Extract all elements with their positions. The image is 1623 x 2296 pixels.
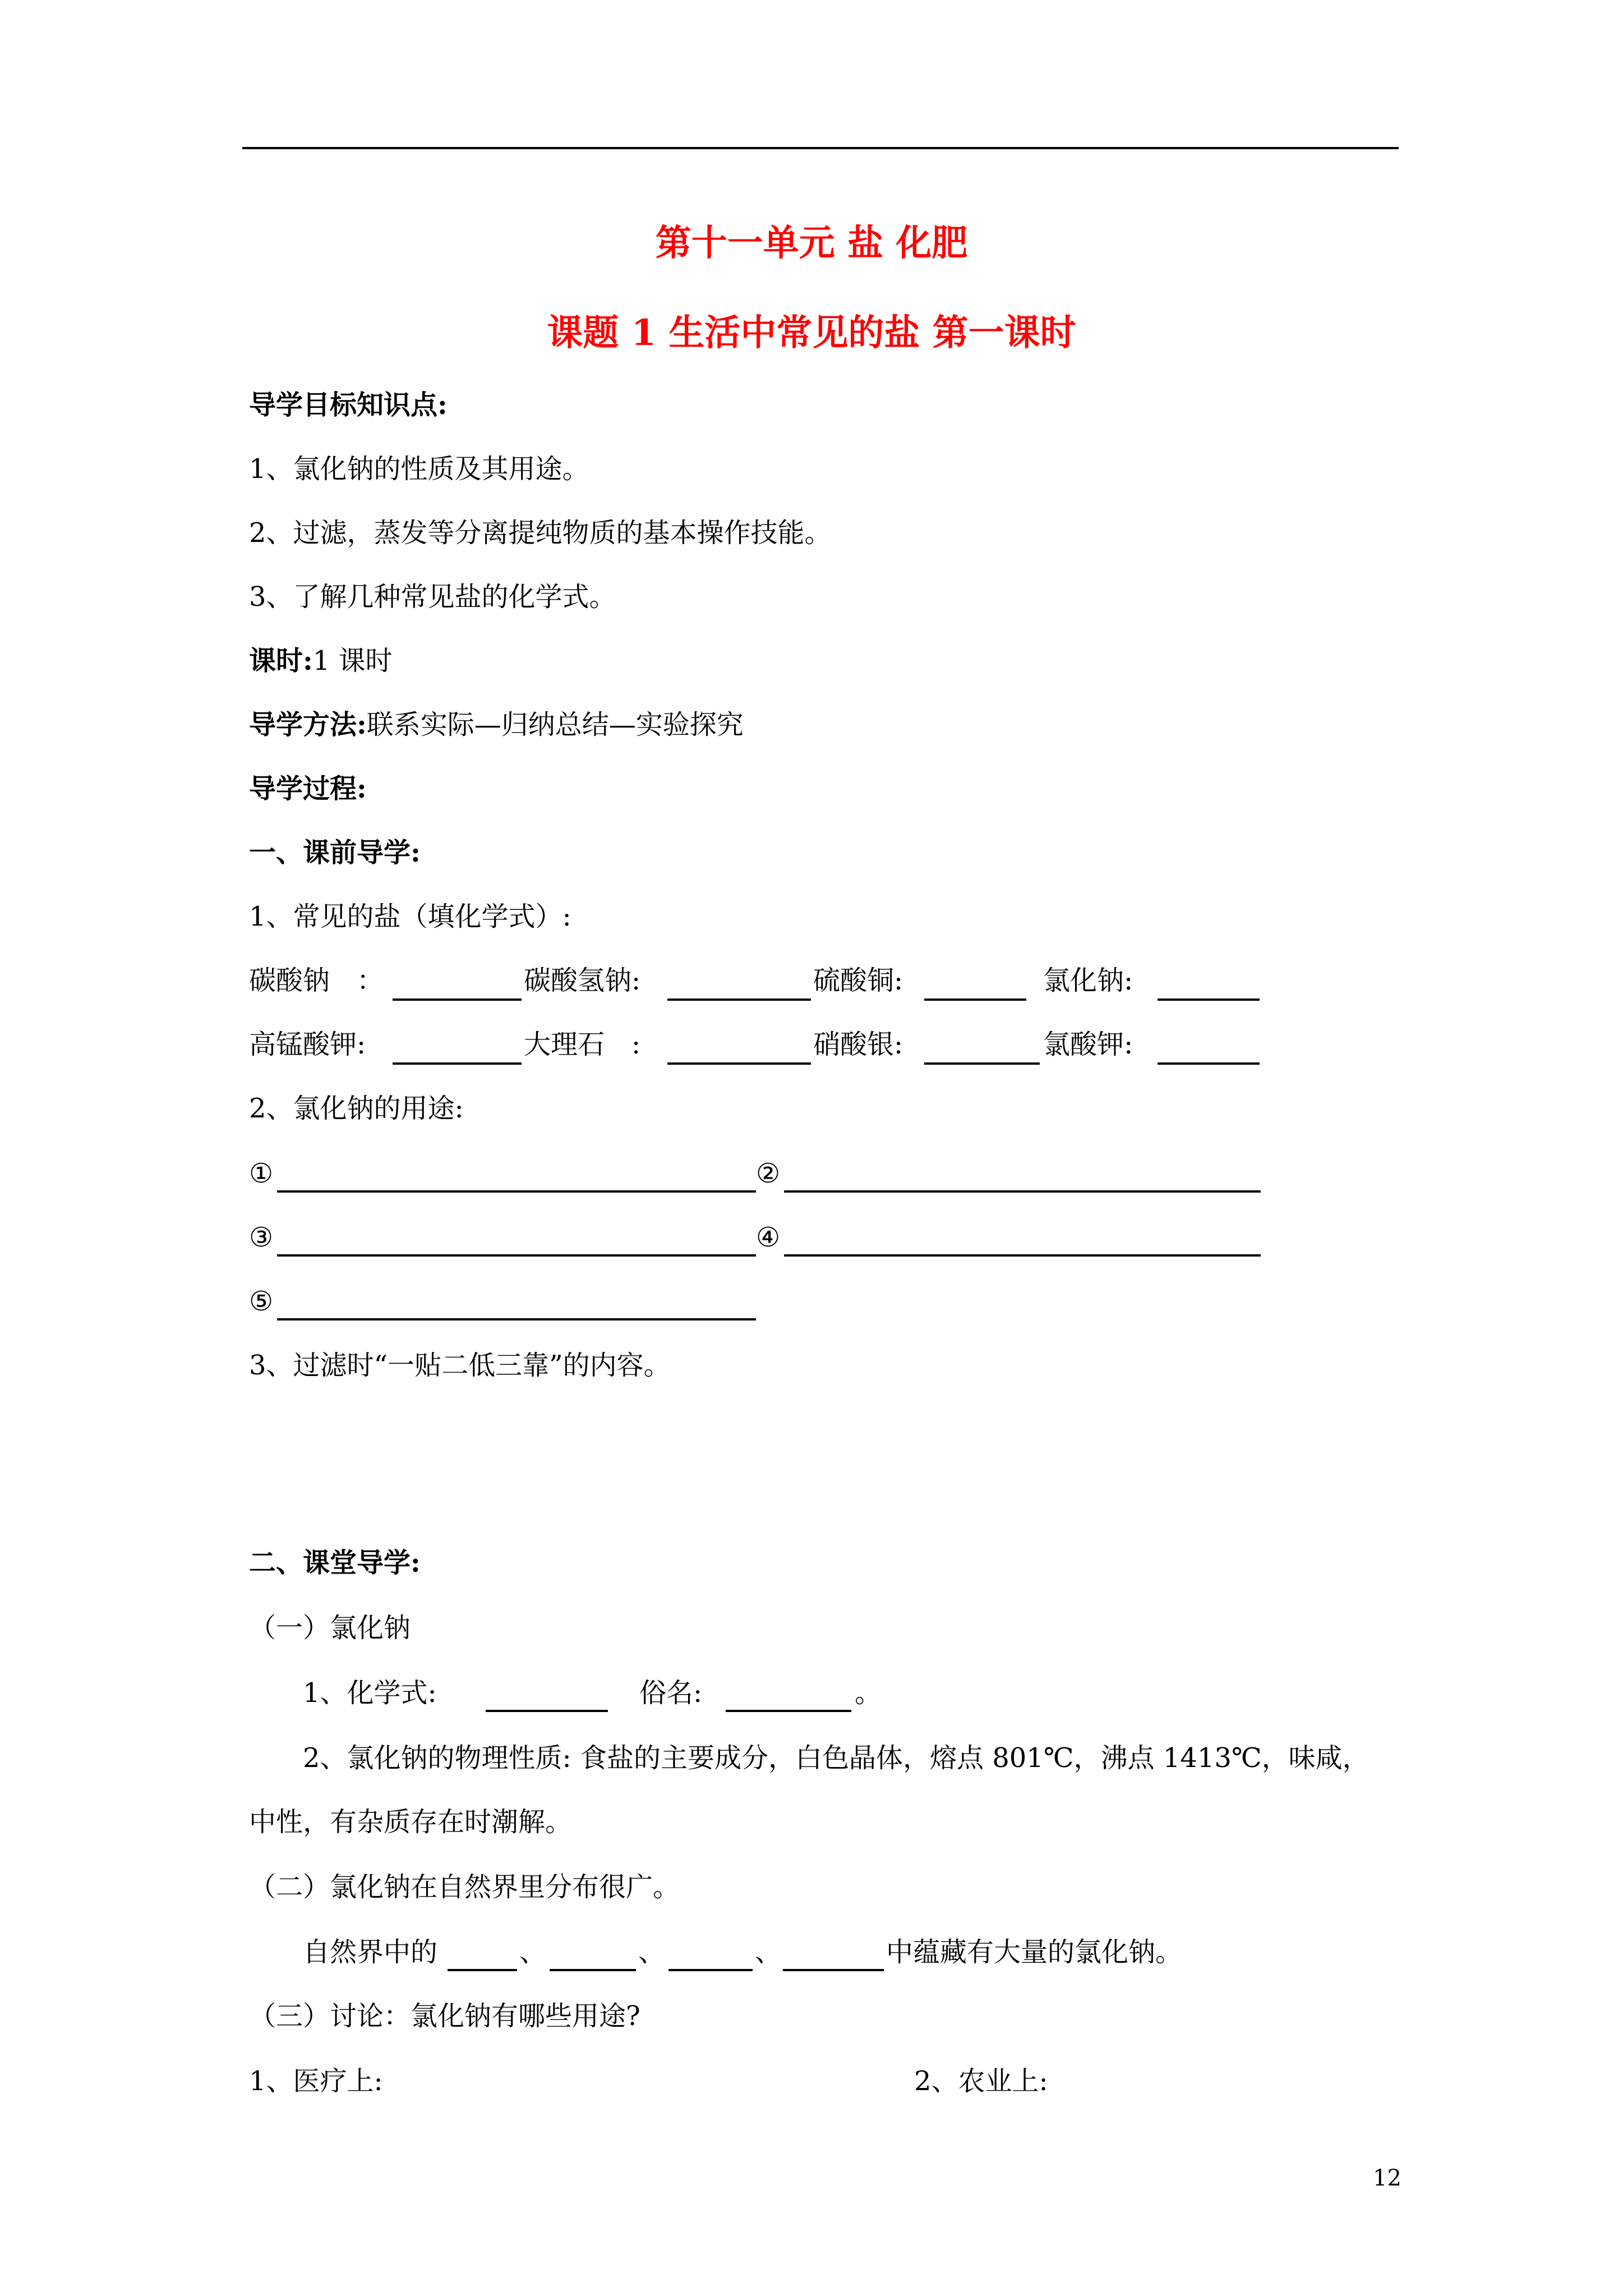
nature-blank[interactable] bbox=[550, 1969, 636, 1971]
process-heading: 导学过程: bbox=[249, 773, 367, 804]
objective-item: 3、了解几种常见盐的化学式。 bbox=[249, 581, 616, 613]
salt-label: 高锰酸钾: bbox=[249, 1029, 366, 1060]
formula-blank[interactable] bbox=[486, 1710, 608, 1712]
header-rule bbox=[242, 147, 1399, 149]
nature-sep: 、 bbox=[755, 1936, 782, 1968]
medical-use: 1、医疗上: bbox=[249, 2065, 383, 2097]
formula-label: 1、化学式: bbox=[303, 1677, 437, 1709]
salt-label: 碳酸氢钠: bbox=[524, 965, 641, 996]
physical-properties-cont: 中性，有杂质存在时潮解。 bbox=[249, 1806, 573, 1838]
period-value: 1 课时 bbox=[312, 645, 393, 677]
answer-blank[interactable] bbox=[924, 999, 1026, 1001]
answer-line[interactable] bbox=[277, 1318, 756, 1320]
period-label: 课时: bbox=[249, 645, 313, 677]
lesson-title: 课题 1 生活中常见的盐 第一课时 bbox=[547, 312, 1076, 354]
period-mark: 。 bbox=[855, 1677, 882, 1709]
period-row bbox=[249, 644, 393, 678]
answer-line[interactable] bbox=[784, 1254, 1261, 1257]
answer-blank[interactable] bbox=[667, 1062, 811, 1065]
section-nacl: （一）氯化钠 bbox=[249, 1612, 411, 1644]
salt-label: 硫酸铜: bbox=[813, 965, 903, 996]
salt-label: 大理石 : bbox=[524, 1029, 641, 1060]
salt-label: 硝酸银: bbox=[813, 1029, 903, 1060]
objective-item: 1、氯化钠的性质及其用途。 bbox=[249, 453, 589, 485]
section-discussion: （三）讨论：氯化钠有哪些用途? bbox=[249, 2000, 640, 2032]
use-marker: ④ bbox=[756, 1222, 781, 1253]
answer-line[interactable] bbox=[277, 1190, 756, 1193]
answer-line[interactable] bbox=[277, 1254, 756, 1257]
common-name-label: 俗名: bbox=[639, 1677, 703, 1709]
common-salts-question: 1、常见的盐（填化学式）: bbox=[249, 901, 571, 932]
method-label: 导学方法: bbox=[249, 709, 367, 740]
answer-blank[interactable] bbox=[667, 999, 811, 1001]
answer-line[interactable] bbox=[784, 1190, 1261, 1193]
answer-blank[interactable] bbox=[1158, 999, 1260, 1001]
salt-label: 氯化钠: bbox=[1043, 965, 1133, 996]
use-marker: ② bbox=[756, 1158, 781, 1189]
section-distribution: （二）氯化钠在自然界里分布很广。 bbox=[249, 1871, 680, 1903]
nature-sep: 、 bbox=[638, 1936, 666, 1968]
nature-blank[interactable] bbox=[448, 1969, 517, 1971]
agricultural-use: 2、农业上: bbox=[914, 2065, 1048, 2097]
physical-properties: 2、氯化钠的物理性质: 食盐的主要成分，白色晶体，熔点 801℃，沸点 1413℃，味咸， bbox=[303, 1742, 1370, 1774]
page-number: 12 bbox=[1373, 2165, 1401, 2191]
objective-item: 2、过滤，蒸发等分离提纯物质的基本操作技能。 bbox=[249, 517, 832, 549]
use-marker: ③ bbox=[249, 1222, 274, 1253]
use-marker: ① bbox=[249, 1158, 274, 1189]
nature-blank[interactable] bbox=[783, 1969, 884, 1971]
answer-blank[interactable] bbox=[393, 999, 522, 1001]
nature-suffix: 中蕴藏有大量的氯化钠。 bbox=[886, 1936, 1183, 1968]
common-name-blank[interactable] bbox=[726, 1710, 851, 1712]
use-marker: ⑤ bbox=[249, 1286, 274, 1317]
salt-label: 碳酸钠 ： bbox=[249, 965, 384, 996]
method-row bbox=[249, 708, 744, 742]
answer-blank[interactable] bbox=[393, 1062, 522, 1065]
nature-prefix: 自然界中的 bbox=[303, 1936, 438, 1968]
answer-blank[interactable] bbox=[1158, 1062, 1260, 1065]
objectives-heading: 导学目标知识点: bbox=[249, 389, 448, 421]
filtration-question: 3、过滤时“一贴二低三靠”的内容。 bbox=[249, 1350, 671, 1381]
salt-label: 氯酸钾: bbox=[1043, 1029, 1133, 1060]
unit-title: 第十一单元 盐 化肥 bbox=[655, 222, 968, 264]
nacl-uses-question: 2、氯化钠的用途: bbox=[249, 1093, 464, 1124]
nature-blank[interactable] bbox=[668, 1969, 753, 1971]
in-class-heading: 二、课堂导学: bbox=[249, 1547, 421, 1579]
answer-blank[interactable] bbox=[924, 1062, 1040, 1065]
pre-class-heading: 一、课前导学: bbox=[249, 837, 421, 868]
method-value: 联系实际—归纳总结—实验探究 bbox=[366, 709, 744, 740]
nature-sep: 、 bbox=[519, 1936, 547, 1968]
